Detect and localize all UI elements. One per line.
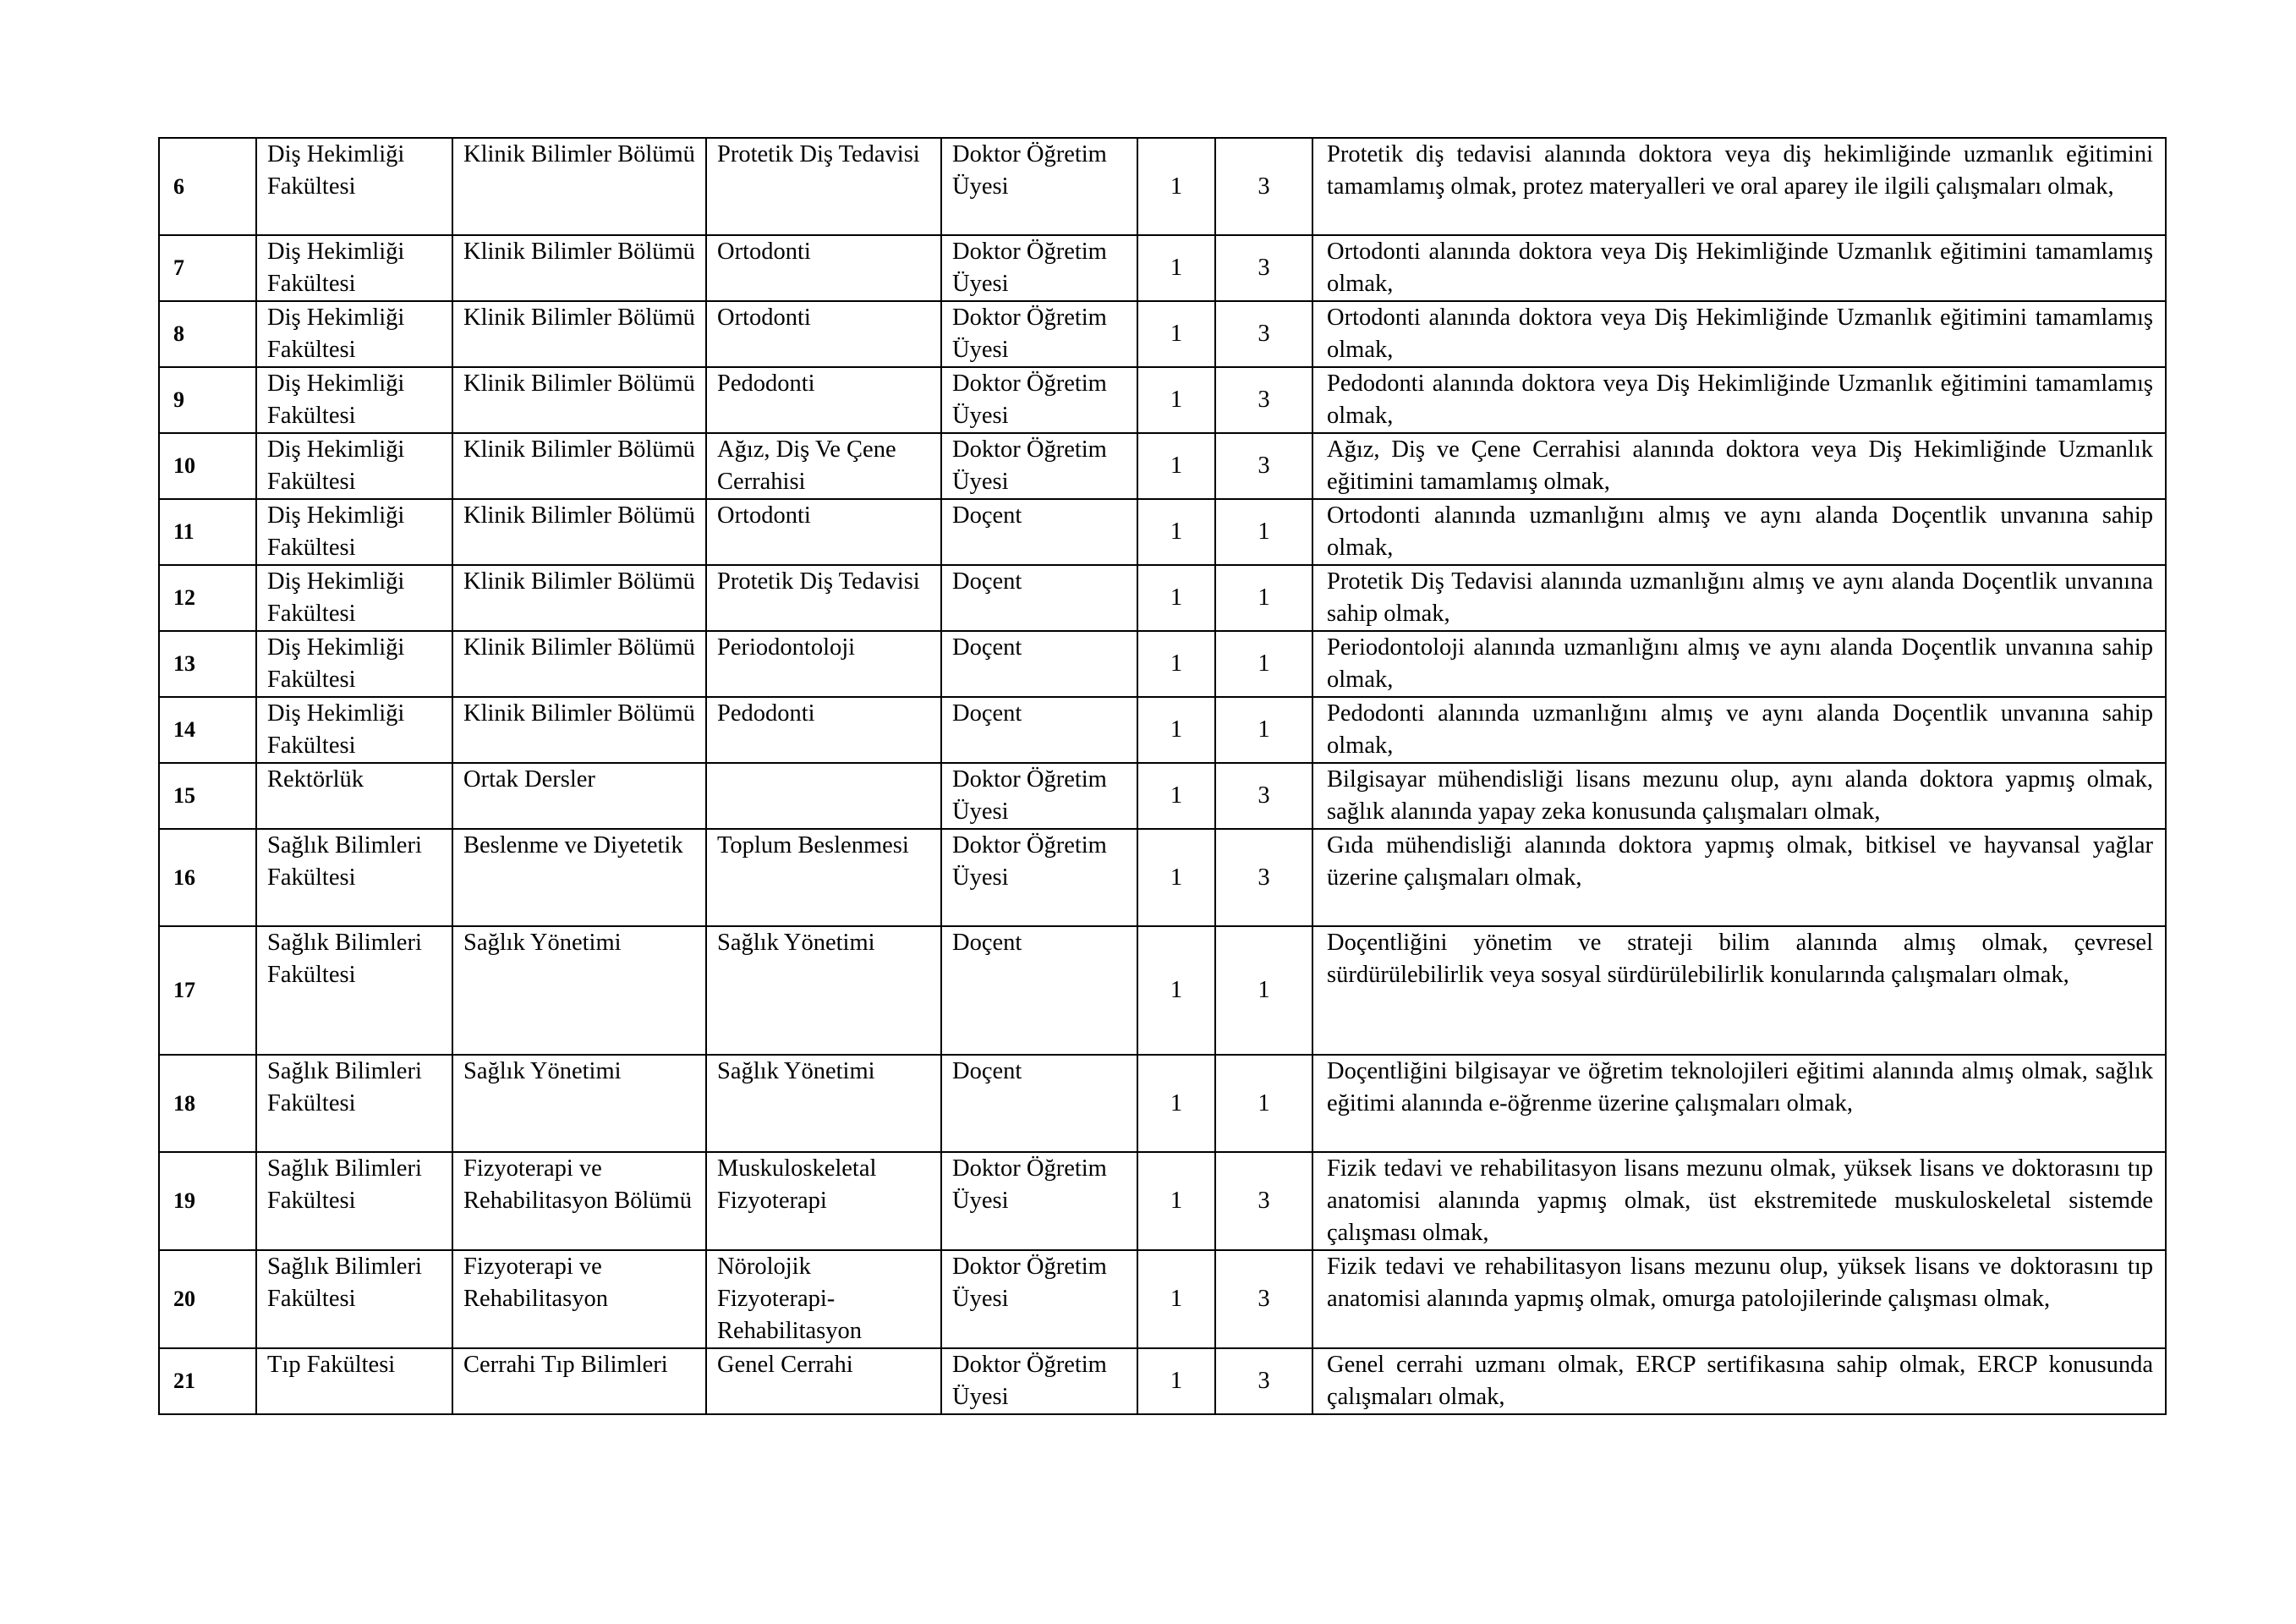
degree-cell: 3 <box>1215 1250 1312 1348</box>
title-line: Doçent <box>952 700 1022 727</box>
title-line: Doktor Öğretim Üyesi <box>952 370 1107 429</box>
requirement-cell: Periodontoloji alanında uzmanlığını almış ve aynı alanda Doçentlik unvanına sahip olmak, <box>1312 631 2166 697</box>
program-cell <box>706 138 941 235</box>
faculty-line: Diş Hekimliği Fakültesi <box>267 568 405 627</box>
program-cell <box>706 433 941 499</box>
count-cell: 1 <box>1137 829 1215 926</box>
program-line: Nörolojik Fizyoterapi-Rehabilitasyon <box>717 1254 862 1344</box>
program-line: Pedodonti <box>717 700 815 727</box>
count-cell: 1 <box>1137 433 1215 499</box>
title-line: Doktor Öğretim Üyesi <box>952 1352 1107 1410</box>
degree-cell: 3 <box>1215 138 1312 235</box>
program-cell <box>706 1055 941 1152</box>
row-number: 9 <box>159 367 256 433</box>
department-cell <box>452 367 706 433</box>
table-row <box>159 1055 2166 1152</box>
program-line: Toplum Beslenmesi <box>717 832 909 859</box>
department-line: Klinik Bilimler Bölümü <box>463 634 695 661</box>
table-row <box>159 829 2166 926</box>
department-line: Klinik Bilimler Bölümü <box>463 700 695 727</box>
requirement-cell: Protetik diş tedavisi alanında doktora veya diş hekimliğinde uzmanlık eğitimini tamamlamış olmak, protez materyalleri ve oral aparey ile ilgili çalışmaları olmak, <box>1312 138 2166 235</box>
row-number: 6 <box>159 138 256 235</box>
faculty-cell <box>256 433 452 499</box>
faculty-cell <box>256 1055 452 1152</box>
requirement-cell: Ortodonti alanında uzmanlığını almış ve aynı alanda Doçentlik unvanına sahip olmak, <box>1312 499 2166 565</box>
title-cell <box>941 138 1137 235</box>
department-line: Cerrahi Tıp Bilimleri <box>463 1352 668 1378</box>
degree-cell: 1 <box>1215 926 1312 1055</box>
degree-cell: 3 <box>1215 301 1312 367</box>
requirement-cell: Bilgisayar mühendisliği lisans mezunu olup, aynı alanda doktora yapmış olmak, sağlık alanında yapay zeka konusunda çalışmaları olmak, <box>1312 763 2166 829</box>
program-line: Sağlık Yönetimi <box>717 930 875 956</box>
department-cell <box>452 697 706 763</box>
row-number: 10 <box>159 433 256 499</box>
title-cell <box>941 235 1137 301</box>
faculty-cell <box>256 926 452 1055</box>
count-cell: 1 <box>1137 1152 1215 1250</box>
row-number: 8 <box>159 301 256 367</box>
faculty-cell <box>256 763 452 829</box>
department-line: Klinik Bilimler Bölümü <box>463 502 695 529</box>
department-cell <box>452 1055 706 1152</box>
title-line: Doktor Öğretim Üyesi <box>952 766 1107 825</box>
faculty-line: Diş Hekimliği Fakültesi <box>267 634 405 693</box>
count-cell: 1 <box>1137 926 1215 1055</box>
faculty-line: Diş Hekimliği Fakültesi <box>267 304 405 363</box>
program-line: Ağız, Diş Ve Çene Cerrahisi <box>717 436 896 495</box>
degree-cell: 1 <box>1215 499 1312 565</box>
title-line: Doktor Öğretim Üyesi <box>952 832 1107 891</box>
department-cell <box>452 1250 706 1348</box>
department-cell <box>452 1348 706 1414</box>
department-cell <box>452 926 706 1055</box>
department-line: Fizyoterapi ve Rehabilitasyon Bölümü <box>463 1155 692 1214</box>
degree-cell: 3 <box>1215 1348 1312 1414</box>
title-line: Doktor Öğretim Üyesi <box>952 239 1107 297</box>
requirement-cell: Ağız, Diş ve Çene Cerrahisi alanında doktora veya Diş Hekimliğinde Uzmanlık eğitimini tamamlamış olmak, <box>1312 433 2166 499</box>
count-cell: 1 <box>1137 1250 1215 1348</box>
faculty-line: Diş Hekimliği Fakültesi <box>267 436 405 495</box>
degree-cell: 3 <box>1215 763 1312 829</box>
degree-cell: 3 <box>1215 367 1312 433</box>
table-row <box>159 763 2166 829</box>
count-cell: 1 <box>1137 1055 1215 1152</box>
program-line: Periodontoloji <box>717 634 856 661</box>
count-cell: 1 <box>1137 138 1215 235</box>
program-cell <box>706 301 941 367</box>
row-number: 11 <box>159 499 256 565</box>
title-cell <box>941 1055 1137 1152</box>
table-row <box>159 433 2166 499</box>
program-cell <box>706 1250 941 1348</box>
faculty-line: Diş Hekimliği Fakültesi <box>267 502 405 561</box>
requirement-cell: Doçentliğini bilgisayar ve öğretim teknolojileri eğitimi alanında almış olmak, sağlık eğitimi alanında e-öğrenme üzerine çalışmaları olmak, <box>1312 1055 2166 1152</box>
program-line: Protetik Diş Tedavisi <box>717 568 920 595</box>
faculty-cell <box>256 138 452 235</box>
title-line: Doktor Öğretim Üyesi <box>952 141 1107 200</box>
degree-cell: 3 <box>1215 235 1312 301</box>
degree-cell: 3 <box>1215 1152 1312 1250</box>
count-cell: 1 <box>1137 499 1215 565</box>
title-line: Doçent <box>952 568 1022 595</box>
table-row <box>159 499 2166 565</box>
department-line: Klinik Bilimler Bölümü <box>463 568 695 595</box>
faculty-line: Sağlık Bilimleri Fakültesi <box>267 930 422 988</box>
program-line: Ortodonti <box>717 502 811 529</box>
degree-cell: 1 <box>1215 565 1312 631</box>
faculty-cell <box>256 1152 452 1250</box>
faculty-line: Sağlık Bilimleri Fakültesi <box>267 1058 422 1116</box>
title-line: Doçent <box>952 1058 1022 1084</box>
requirement-cell: Genel cerrahi uzmanı olmak, ERCP sertifikasına sahip olmak, ERCP konusunda çalışmaları olmak, <box>1312 1348 2166 1414</box>
title-cell <box>941 926 1137 1055</box>
row-number: 16 <box>159 829 256 926</box>
department-line: Fizyoterapi ve Rehabilitasyon <box>463 1254 608 1312</box>
faculty-line: Diş Hekimliği Fakültesi <box>267 370 405 429</box>
department-line: Klinik Bilimler Bölümü <box>463 436 695 463</box>
title-line: Doktor Öğretim Üyesi <box>952 1254 1107 1312</box>
faculty-line: Diş Hekimliği Fakültesi <box>267 700 405 759</box>
count-cell: 1 <box>1137 697 1215 763</box>
title-line: Doçent <box>952 502 1022 529</box>
row-number: 14 <box>159 697 256 763</box>
count-cell: 1 <box>1137 565 1215 631</box>
title-cell <box>941 829 1137 926</box>
requirement-cell: Fizik tedavi ve rehabilitasyon lisans mezunu olmak, yüksek lisans ve doktorasını tıp anatomisi alanında yapmış olmak, üst ekstremitede muskuloskeletal sistemde çalışması olmak, <box>1312 1152 2166 1250</box>
program-line: Genel Cerrahi <box>717 1352 853 1378</box>
faculty-line: Tıp Fakültesi <box>267 1352 396 1378</box>
table-row <box>159 138 2166 235</box>
requirement-cell: Pedodonti alanında doktora veya Diş Hekimliğinde Uzmanlık eğitimini tamamlamış olmak, <box>1312 367 2166 433</box>
requirement-cell: Pedodonti alanında uzmanlığını almış ve aynı alanda Doçentlik unvanına sahip olmak, <box>1312 697 2166 763</box>
count-cell: 1 <box>1137 301 1215 367</box>
faculty-line: Diş Hekimliği Fakültesi <box>267 141 405 200</box>
row-number: 15 <box>159 763 256 829</box>
program-line: Ortodonti <box>717 239 811 265</box>
faculty-cell <box>256 1348 452 1414</box>
requirement-cell: Doçentliğini yönetim ve strateji bilim alanında almış olmak, çevresel sürdürülebilirlik veya sosyal sürdürülebilirlik konularında çalışmaları olmak, <box>1312 926 2166 1055</box>
program-line: Pedodonti <box>717 370 815 397</box>
faculty-cell <box>256 829 452 926</box>
degree-cell: 1 <box>1215 697 1312 763</box>
degree-cell: 3 <box>1215 829 1312 926</box>
department-line: Beslenme ve Diyetetik <box>463 832 683 859</box>
title-line: Doktor Öğretim Üyesi <box>952 1155 1107 1214</box>
title-cell <box>941 1250 1137 1348</box>
table-row <box>159 367 2166 433</box>
program-cell <box>706 926 941 1055</box>
title-cell <box>941 367 1137 433</box>
department-line: Klinik Bilimler Bölümü <box>463 141 695 167</box>
faculty-line: Diş Hekimliği Fakültesi <box>267 239 405 297</box>
title-cell <box>941 697 1137 763</box>
table-row <box>159 301 2166 367</box>
table-row <box>159 926 2166 1055</box>
count-cell: 1 <box>1137 367 1215 433</box>
faculty-line: Sağlık Bilimleri Fakültesi <box>267 1155 422 1214</box>
department-cell <box>452 235 706 301</box>
row-number: 19 <box>159 1152 256 1250</box>
title-cell <box>941 1152 1137 1250</box>
staff-positions-table <box>158 137 2167 1415</box>
program-cell <box>706 1348 941 1414</box>
table-row <box>159 565 2166 631</box>
department-line: Klinik Bilimler Bölümü <box>463 304 695 331</box>
requirement-cell: Gıda mühendisliği alanında doktora yapmış olmak, bitkisel ve hayvansal yağlar üzerine çalışmaları olmak, <box>1312 829 2166 926</box>
department-line: Klinik Bilimler Bölümü <box>463 239 695 265</box>
row-number: 7 <box>159 235 256 301</box>
program-line: Ortodonti <box>717 304 811 331</box>
program-cell <box>706 499 941 565</box>
row-number: 17 <box>159 926 256 1055</box>
table-row <box>159 697 2166 763</box>
title-cell <box>941 301 1137 367</box>
requirement-cell: Ortodonti alanında doktora veya Diş Hekimliğinde Uzmanlık eğitimini tamamlamış olmak, <box>1312 235 2166 301</box>
department-cell <box>452 763 706 829</box>
count-cell: 1 <box>1137 235 1215 301</box>
program-cell <box>706 763 941 829</box>
title-line: Doçent <box>952 930 1022 956</box>
requirement-cell: Fizik tedavi ve rehabilitasyon lisans mezunu olup, yüksek lisans ve doktorasını tıp anatomisi alanında yapmış olmak, omurga patolojilerinde çalışması olmak, <box>1312 1250 2166 1348</box>
program-line: Muskuloskeletal Fizyoterapi <box>717 1155 877 1214</box>
degree-cell: 3 <box>1215 433 1312 499</box>
faculty-cell <box>256 301 452 367</box>
table-row <box>159 235 2166 301</box>
department-line: Sağlık Yönetimi <box>463 930 622 956</box>
program-cell <box>706 367 941 433</box>
row-number: 12 <box>159 565 256 631</box>
department-line: Ortak Dersler <box>463 766 595 793</box>
faculty-cell <box>256 631 452 697</box>
program-line: Protetik Diş Tedavisi <box>717 141 920 167</box>
row-number: 18 <box>159 1055 256 1152</box>
title-cell <box>941 1348 1137 1414</box>
title-line: Doktor Öğretim Üyesi <box>952 304 1107 363</box>
department-cell <box>452 433 706 499</box>
row-number: 20 <box>159 1250 256 1348</box>
faculty-cell <box>256 367 452 433</box>
title-line: Doçent <box>952 634 1022 661</box>
table-row <box>159 631 2166 697</box>
row-number: 21 <box>159 1348 256 1414</box>
program-cell <box>706 697 941 763</box>
title-line: Doktor Öğretim Üyesi <box>952 436 1107 495</box>
faculty-line: Sağlık Bilimleri Fakültesi <box>267 832 422 891</box>
program-cell <box>706 1152 941 1250</box>
department-cell <box>452 829 706 926</box>
program-line: Sağlık Yönetimi <box>717 1058 875 1084</box>
title-cell <box>941 631 1137 697</box>
program-cell <box>706 235 941 301</box>
title-cell <box>941 433 1137 499</box>
table-row <box>159 1250 2166 1348</box>
department-cell <box>452 631 706 697</box>
faculty-cell <box>256 697 452 763</box>
faculty-line: Rektörlük <box>267 766 364 793</box>
title-cell <box>941 499 1137 565</box>
faculty-cell <box>256 1250 452 1348</box>
department-cell <box>452 565 706 631</box>
faculty-line: Sağlık Bilimleri Fakültesi <box>267 1254 422 1312</box>
requirement-cell: Protetik Diş Tedavisi alanında uzmanlığını almış ve aynı alanda Doçentlik unvanına sahip olmak, <box>1312 565 2166 631</box>
faculty-cell <box>256 565 452 631</box>
department-line: Sağlık Yönetimi <box>463 1058 622 1084</box>
count-cell: 1 <box>1137 763 1215 829</box>
table-row <box>159 1348 2166 1414</box>
requirement-cell: Ortodonti alanında doktora veya Diş Hekimliğinde Uzmanlık eğitimini tamamlamış olmak, <box>1312 301 2166 367</box>
program-cell <box>706 829 941 926</box>
count-cell: 1 <box>1137 1348 1215 1414</box>
title-cell <box>941 763 1137 829</box>
department-cell <box>452 1152 706 1250</box>
table-row <box>159 1152 2166 1250</box>
degree-cell: 1 <box>1215 631 1312 697</box>
department-cell <box>452 301 706 367</box>
program-cell <box>706 565 941 631</box>
degree-cell: 1 <box>1215 1055 1312 1152</box>
faculty-cell <box>256 499 452 565</box>
program-cell <box>706 631 941 697</box>
count-cell: 1 <box>1137 631 1215 697</box>
department-cell <box>452 138 706 235</box>
department-cell <box>452 499 706 565</box>
title-cell <box>941 565 1137 631</box>
faculty-cell <box>256 235 452 301</box>
department-line: Klinik Bilimler Bölümü <box>463 370 695 397</box>
row-number: 13 <box>159 631 256 697</box>
